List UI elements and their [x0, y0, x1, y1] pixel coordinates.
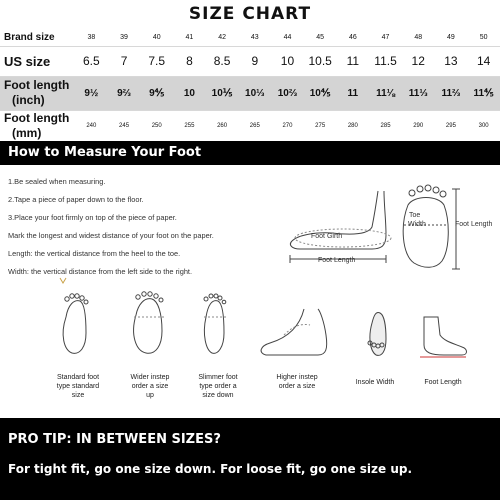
size-cell: 50	[467, 30, 500, 46]
size-cell: 49	[435, 30, 468, 46]
size-cell: 290	[402, 110, 435, 142]
caption-line: order a size	[278, 383, 316, 390]
caption-line: Foot Length	[424, 379, 462, 386]
size-cell: 265	[238, 110, 271, 142]
step-line: 1.Be sealed when measuring.	[8, 177, 106, 186]
caption-line: size down	[202, 392, 234, 399]
foot-type-caption	[42, 373, 114, 400]
size-cell: 41	[173, 30, 206, 46]
size-cell: 46	[337, 30, 370, 46]
insole-width-caption	[342, 378, 408, 387]
brand-size-row	[0, 30, 500, 46]
how-to-measure-header	[0, 141, 500, 165]
size-cell: 9½	[75, 76, 108, 110]
size-cell: 44	[271, 30, 304, 46]
step-line: Length: the vertical distance from the heel to the toe.	[8, 249, 181, 258]
size-cell: 250	[140, 110, 173, 142]
size-cell: 9	[238, 46, 271, 76]
caption-line: type order a	[199, 383, 237, 390]
foot-length-side-label: Foot Length	[455, 221, 493, 228]
size-cell: 270	[271, 110, 304, 142]
size-cell: 7	[108, 46, 141, 76]
size-cell: 285	[369, 110, 402, 142]
size-cell: 12	[402, 46, 435, 76]
how-to-measure-heading: How to Measure Your Foot	[8, 145, 202, 160]
size-cell: 42	[206, 30, 239, 46]
size-chart-table	[0, 30, 500, 143]
size-cell: 10.5	[304, 46, 337, 76]
insole-icon	[368, 312, 386, 355]
pro-tip-panel	[0, 418, 500, 500]
step-line: Mark the longest and widest distance of your foot on the paper.	[8, 231, 214, 240]
side-foot-icon	[290, 191, 391, 263]
size-cell: 300	[467, 110, 500, 142]
size-cell: 14	[467, 46, 500, 76]
caption-line: order a size	[131, 383, 169, 390]
slimmer-foot-icon	[204, 294, 226, 353]
size-cell: 280	[337, 110, 370, 142]
row-header: US size	[0, 46, 75, 76]
foot-girth-label: Foot Girth	[311, 233, 343, 240]
step-line: Width: the vertical distance from the left side to the right.	[8, 267, 193, 276]
foot-type-caption	[182, 373, 254, 400]
caption-line: Wider instep	[130, 374, 170, 381]
size-cell: 10⅔	[271, 76, 304, 110]
size-cell: 10⅕	[206, 76, 239, 110]
size-cell: 295	[435, 110, 468, 142]
caption-line: type standard	[56, 383, 100, 390]
high-instep-foot-icon	[261, 309, 327, 355]
size-cell: 7.5	[140, 46, 173, 76]
size-cell: 11⅓	[402, 76, 435, 110]
foot-length-inch-row	[0, 76, 500, 110]
caption-line: size	[71, 392, 85, 399]
size-cell: 45	[304, 30, 337, 46]
row-header	[0, 76, 75, 110]
size-cell: 240	[75, 110, 108, 142]
row-header: Brand size	[0, 30, 75, 46]
pro-tip-title: PRO TIP: IN BETWEEN SIZES?	[8, 432, 221, 447]
caption-line: Standard foot	[56, 374, 100, 381]
caption-line: Higher instep	[276, 374, 318, 381]
size-cell: 11	[337, 76, 370, 110]
pro-tip-text: For tight fit, go one size down. For loose fit, go one size up.	[8, 462, 413, 476]
step-line: 2.Tape a piece of paper down to the floor.	[8, 195, 144, 204]
size-cell: 245	[108, 110, 141, 142]
size-cell: 10⅓	[238, 76, 271, 110]
size-cell: 255	[173, 110, 206, 142]
size-cell: 13	[435, 46, 468, 76]
width-label: Width	[408, 221, 426, 228]
foot-length-side-icon	[420, 317, 467, 357]
row-header-line: (inch)	[12, 93, 45, 107]
row-header-line: (mm)	[12, 126, 42, 140]
row-header-line: Foot length	[4, 111, 70, 125]
standard-foot-icon	[63, 294, 88, 354]
size-cell: 8	[173, 46, 206, 76]
step-line: 3.Place your foot firmly on top of the piece of paper.	[8, 213, 177, 222]
size-cell: 47	[369, 30, 402, 46]
size-cell: 10	[271, 46, 304, 76]
foot-type-caption	[258, 373, 336, 391]
size-cell: 11	[337, 46, 370, 76]
row-header-line: Foot length	[4, 78, 70, 92]
size-cell: 11.5	[369, 46, 402, 76]
size-cell: 11⅘	[467, 76, 500, 110]
page-title: SIZE CHART	[188, 4, 312, 24]
size-cell: 275	[304, 110, 337, 142]
size-cell: 38	[75, 30, 108, 46]
foot-type-caption	[114, 373, 186, 400]
toe-label: Toe	[409, 212, 421, 219]
size-cell: 40	[140, 30, 173, 46]
pointer-icon	[60, 278, 66, 283]
size-cell: 6.5	[75, 46, 108, 76]
size-cell: 9⅘	[140, 76, 173, 110]
size-cell: 11⅛	[369, 76, 402, 110]
size-cell: 11⅔	[435, 76, 468, 110]
row-header	[0, 110, 75, 142]
size-cell: 43	[238, 30, 271, 46]
size-cell: 10	[173, 76, 206, 110]
wider-instep-foot-icon	[134, 292, 164, 353]
size-cell: 48	[402, 30, 435, 46]
size-cell: 9⅔	[108, 76, 141, 110]
us-size-row	[0, 46, 500, 76]
caption-line: Insole Width	[355, 379, 395, 386]
foot-length-mm-row	[0, 110, 500, 142]
size-cell: 39	[108, 30, 141, 46]
caption-line: up	[146, 392, 154, 399]
foot-length-caption	[410, 378, 476, 387]
size-cell: 10⅘	[304, 76, 337, 110]
size-cell: 260	[206, 110, 239, 142]
caption-line: Slimmer foot	[198, 374, 238, 381]
size-cell: 8.5	[206, 46, 239, 76]
foot-length-bottom-label: Foot Length	[318, 257, 356, 264]
